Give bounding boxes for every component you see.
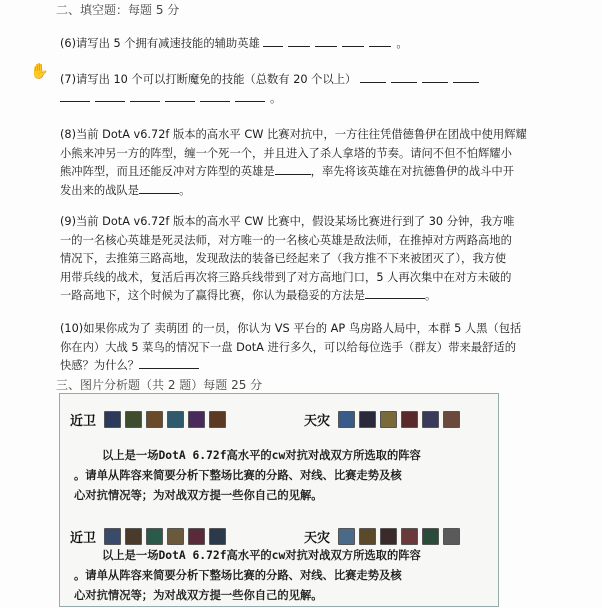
hero-portrait-icon	[401, 528, 418, 545]
question-9: (9)当前 DotA v6.72f 版本的高水平 CW 比赛中，假设某场比赛进行到了 30 分钟，我方唯 一的一名核心英雄是死灵法师，对方唯一的一名核心英雄是敌法师，在推掉对方两路高地的 情况下，去推第三路高地，发现敌法的装备已经起来了（我方推不下来被团灭了），我方使 用带兵线的战术，复活后再次将三路兵线带到了对方高地门口，5 人再次集中在对方未破的 一路高地下，这个时候为了赢得比赛，你认为最稳妥的方法是 。	[60, 213, 560, 306]
analysis-prompt-line: 。请单从阵容来简要分析下整场比赛的分路、对线、比赛走势及核	[74, 569, 402, 582]
question-10-line: 快感？为什么？	[60, 359, 140, 372]
hero-portrait-icon	[104, 411, 121, 428]
hero-portrait-icon	[167, 528, 184, 545]
answer-blank[interactable]	[288, 35, 310, 47]
analysis-prompt-line: 心对抗情况等；为对战双方提一些你自己的见解。	[74, 589, 323, 602]
answer-blank[interactable]	[342, 35, 364, 47]
question-7: (7)请写出 10 个可以打断魔免的技能（总数有 20 个以上） 。	[60, 71, 560, 108]
answer-blank[interactable]	[360, 71, 386, 83]
section-3-title: 三、图片分析题（共 2 题）每题 25 分	[56, 378, 263, 392]
hero-portrait-icon	[338, 528, 355, 545]
question-9-line: 情况下，去推第三路高地，发现敌法的装备已经起来了（我方推不下来被团灭了），我方使	[60, 252, 507, 265]
question-6-text: (6)请写出 5 个拥有减速技能的辅助英雄	[60, 37, 260, 50]
answer-blank[interactable]	[263, 35, 283, 47]
question-8-line: 发出来的战队是	[60, 183, 140, 197]
answer-blank[interactable]	[453, 71, 479, 83]
hero-portrait-icon	[359, 411, 376, 428]
question-8-line: ，率先将该英雄在对抗德鲁伊的战斗中开	[310, 165, 515, 178]
answer-blank[interactable]	[139, 357, 199, 369]
hero-portrait-icon	[146, 411, 163, 428]
answer-blank[interactable]	[369, 35, 391, 47]
question-10-line: (10)如果你成为了 卖萌团 的一员，你认为 VS 平台的 AP 鸟房路人局中，本群 5 人黑（包括	[60, 322, 522, 335]
analysis-prompt-2	[74, 546, 494, 606]
question-9-line: 一路高地下，这个时候为了赢得比赛，你认为最稳妥的方法是	[60, 289, 366, 302]
question-10-line: 你在内）大战 5 菜鸟的情况下一盘 DotA 进行多久，可以给每位选手（群友）带来最舒适的	[60, 340, 517, 354]
analysis-prompt-line: 以上是一场DotA 6.72f高水平的cw对抗对战双方所选取的阵容	[102, 449, 421, 462]
answer-blank[interactable]	[139, 182, 179, 194]
question-6: (6)请写出 5 个拥有减速技能的辅助英雄 。	[60, 37, 408, 50]
hero-portrait-icon	[359, 528, 376, 545]
hero-portrait-icon	[125, 528, 142, 545]
answer-blank[interactable]	[130, 90, 160, 102]
hero-portrait-icon	[167, 411, 184, 428]
hand-cursor-icon: ✋	[30, 62, 49, 80]
question-9-line: (9)当前 DotA v6.72f 版本的高水平 CW 比赛中，假设某场比赛进行到了 30 分钟，我方唯	[60, 215, 515, 228]
question-10	[60, 320, 560, 376]
scourge-lineup-1	[304, 408, 464, 430]
answer-blank[interactable]	[95, 90, 125, 102]
hero-portrait-icon	[188, 528, 205, 545]
scourge-label: 天灾	[304, 413, 331, 429]
analysis-prompt-line: 心对抗情况等；为对战双方提一些你自己的见解。	[74, 489, 323, 502]
hero-portrait-icon	[443, 528, 460, 545]
hero-portrait-icon	[401, 411, 418, 428]
hero-portrait-icon	[209, 528, 226, 545]
hero-portrait-icon	[380, 411, 397, 428]
question-9-line: 用带兵线的战术，复活后再次将三路兵线带到了对方高地门口，5 人再次集中在对方未破的	[60, 270, 512, 284]
answer-blank[interactable]	[365, 287, 425, 299]
hero-portrait-icon	[422, 528, 439, 545]
question-7-text: (7)请写出 10 个可以打断魔免的技能（总数有 20 个以上）	[60, 73, 357, 86]
sentinel-lineup-2	[70, 525, 230, 547]
section-2-title: 二、填空题：每题 5 分	[56, 3, 180, 17]
sentinel-lineup-1	[70, 408, 230, 430]
question-8-line: 小熊来冲另一方的阵型，缠一个死一个，并且进入了杀人拿塔的节奏。请问不但不怕辉耀小	[60, 146, 512, 160]
hero-portrait-icon	[188, 411, 205, 428]
answer-blank[interactable]	[200, 90, 230, 102]
answer-blank[interactable]	[235, 90, 265, 102]
answer-blank[interactable]	[275, 163, 311, 175]
sentinel-label: 近卫	[70, 530, 97, 546]
question-8: (8)当前 DotA v6.72f 版本的高水平 CW 比赛对抗中，一方往往凭借德鲁伊在团战中使用辉耀 小熊来冲另一方的阵型，缠一个死一个，并且进入了杀人拿塔的节奏。请问不但不怕辉耀小 熊冲阵型，而且还能反冲对方阵型的英雄是 ，率先将该英雄在对抗德鲁伊的战斗中开 发出来的战队是 。	[60, 126, 560, 200]
answer-blank[interactable]	[60, 90, 90, 102]
question-8-line: 熊冲阵型，而且还能反冲对方阵型的英雄是	[60, 165, 275, 178]
hero-portrait-icon	[338, 411, 355, 428]
hero-portrait-icon	[380, 528, 397, 545]
hero-portrait-icon	[422, 411, 439, 428]
question-9-line: 一的一名核心英雄是死灵法师，对方唯一的一名核心英雄是敌法师，在推掉对方两路高地的	[60, 233, 512, 247]
analysis-prompt-line: 以上是一场DotA 6.72f高水平的cw对抗对战双方所选取的阵容	[102, 549, 421, 562]
sentinel-label: 近卫	[70, 413, 97, 429]
answer-blank[interactable]	[315, 35, 337, 47]
analysis-prompt-1	[74, 446, 494, 506]
hero-portrait-icon	[125, 411, 142, 428]
lineup-image-panel	[59, 393, 499, 607]
answer-blank[interactable]	[422, 71, 448, 83]
hero-portrait-icon	[146, 528, 163, 545]
analysis-prompt-line: 。请单从阵容来简要分析下整场比赛的分路、对线、比赛走势及核	[74, 469, 402, 482]
hero-portrait-icon	[443, 411, 460, 428]
answer-blank[interactable]	[391, 71, 417, 83]
hero-portrait-icon	[209, 411, 226, 428]
scourge-lineup-2	[304, 525, 464, 547]
question-8-line: (8)当前 DotA v6.72f 版本的高水平 CW 比赛对抗中，一方往往凭借德鲁伊在团战中使用辉耀	[60, 128, 527, 141]
scourge-label: 天灾	[304, 530, 331, 546]
answer-blank[interactable]	[165, 90, 195, 102]
hero-portrait-icon	[104, 528, 121, 545]
